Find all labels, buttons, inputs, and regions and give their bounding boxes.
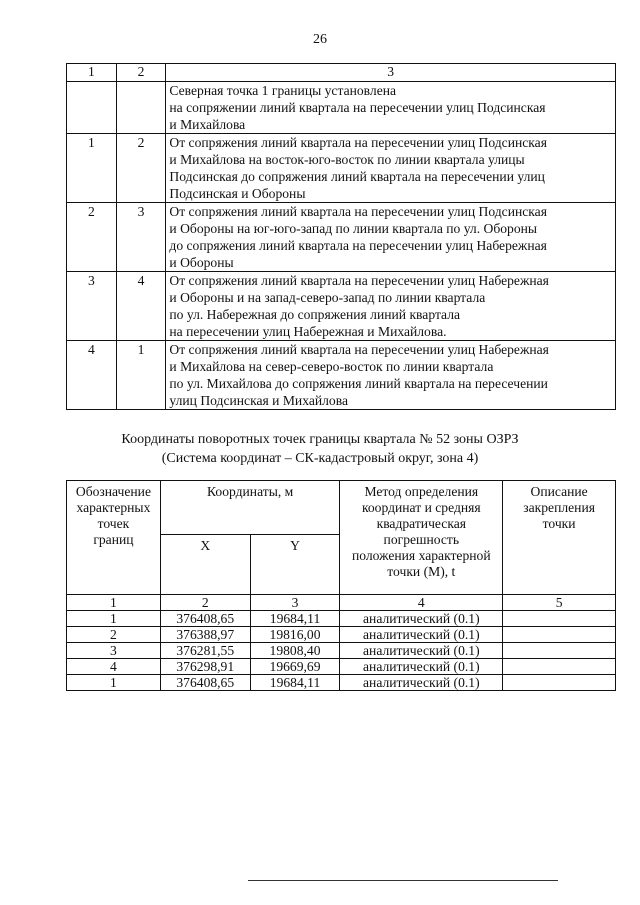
method-cell: аналитический (0.1) [340,643,503,659]
column-header: 3 [166,64,616,82]
text-line: От сопряжения линий квартала на пересечении улиц Подсинская [169,204,547,219]
page-number: 26 [313,32,327,47]
column-index-row [67,595,616,611]
column-header: 2 [116,64,166,82]
text-line: характерных [76,500,151,515]
x-cell: 376281,55 [160,643,250,659]
empty-cell [116,82,166,134]
column-header: 1 [67,64,117,82]
x-cell: 376298,91 [160,659,250,675]
from-point: 4 [67,341,117,410]
table-row [67,627,616,643]
text-line: От сопряжения линий квартала на пересечении улиц Набережная [169,342,549,357]
from-point: 1 [67,134,117,203]
text-line: Подсинская и Обороны [169,186,306,201]
point-cell: 1 [67,675,161,691]
text-line: точек [97,516,130,531]
table-caption-subtitle: (Система координат – СК-кадастровый округ, зона 4) [161,451,479,466]
text-line: закрепления [523,500,595,515]
method-cell: аналитический (0.1) [340,611,503,627]
method-header [340,481,503,595]
column-index: 4 [340,595,503,611]
text-line: до сопряжения линий квартала на пересечении улиц Набережная [169,238,547,253]
text-line: на сопряжении линий квартала на пересечении улиц Подсинская [169,100,546,115]
coordinates-header: Координаты, м [160,481,340,535]
table-row [67,675,616,691]
coordinates-table [66,480,616,691]
text-line: погрешность [383,532,460,547]
segment-description [166,341,616,410]
column-index: 3 [250,595,340,611]
table-row [67,272,616,341]
text-line: Описание [530,484,588,499]
text-line: и Обороны на юг-юго-запад по линии квартала по ул. Обороны [169,221,538,236]
method-cell: аналитический (0.1) [340,659,503,675]
from-point: 3 [67,272,117,341]
text-line: Обозначение [75,484,151,499]
y-cell: 19816,00 [250,627,340,643]
table-row [67,643,616,659]
column-index: 2 [160,595,250,611]
y-cell: 19808,40 [250,643,340,659]
table-row [67,82,616,134]
text-line: на пересечении улиц Набережная и Михайлова. [169,324,447,339]
y-cell: 19684,11 [250,675,340,691]
segment-description [166,134,616,203]
to-point: 1 [116,341,166,410]
text-line: и Михайлова на восток-юго-восток по линии квартала улицы [169,152,525,167]
table-header-row [67,481,616,535]
text-line: по ул. Михайлова до сопряжения линий квартала на пересечении [169,376,548,391]
segment-description [166,272,616,341]
text-line: координат и средняя [361,500,481,515]
to-point: 4 [116,272,166,341]
y-header: Y [250,535,340,595]
x-cell: 376408,65 [160,611,250,627]
text-line: квадратическая [376,516,467,531]
text-line: и Обороны и на запад-северо-запад по линии квартала [169,290,486,305]
x-cell: 376388,97 [160,627,250,643]
x-cell: 376408,65 [160,675,250,691]
segment-description [166,203,616,272]
text-line: и Михайлова на север-северо-восток по линии квартала [169,359,494,374]
column-index: 1 [67,595,161,611]
point-cell: 4 [67,659,161,675]
text-line: От сопряжения линий квартала на пересечении улиц Набережная [169,273,549,288]
text-line: улиц Подсинская и Михайлова [169,393,348,408]
table-row [67,611,616,627]
text-line: точки (М), t [387,564,456,579]
table-header-row [67,64,616,82]
intro-description [166,82,616,134]
description-header [503,481,616,595]
x-header: X [160,535,250,595]
boundary-description-table [66,63,616,410]
point-cell: 2 [67,627,161,643]
text-line: От сопряжения линий квартала на пересечении улиц Подсинская [169,135,547,150]
text-line: Метод определения [364,484,479,499]
text-line: и Михайлова [169,117,246,132]
column-index: 5 [503,595,616,611]
point-cell: 1 [67,611,161,627]
description-cell [503,659,616,675]
method-cell: аналитический (0.1) [340,675,503,691]
description-cell [503,611,616,627]
description-cell [503,643,616,659]
table-row [67,134,616,203]
y-cell: 19669,69 [250,659,340,675]
to-point: 2 [116,134,166,203]
text-line: Северная точка 1 границы установлена [169,83,397,98]
y-cell: 19684,11 [250,611,340,627]
table-row [67,341,616,410]
text-line: и Обороны [169,255,234,270]
from-point: 2 [67,203,117,272]
method-cell: аналитический (0.1) [340,627,503,643]
empty-cell [67,82,117,134]
text-line: границ [93,532,134,547]
text-line: положения характерной [352,548,491,563]
text-line: точки [542,516,576,531]
text-line: Подсинская до сопряжения линий квартала на пересечении улиц [169,169,545,184]
to-point: 3 [116,203,166,272]
designation-header [67,481,161,595]
description-cell [503,627,616,643]
table-caption-title: Координаты поворотных точек границы квартала № 52 зоны ОЗРЗ [121,432,519,447]
description-cell [503,675,616,691]
text-line: по ул. Набережная до сопряжения линий квартала [169,307,461,322]
table-row [67,659,616,675]
footer-divider [248,880,558,881]
table-row [67,203,616,272]
point-cell: 3 [67,643,161,659]
